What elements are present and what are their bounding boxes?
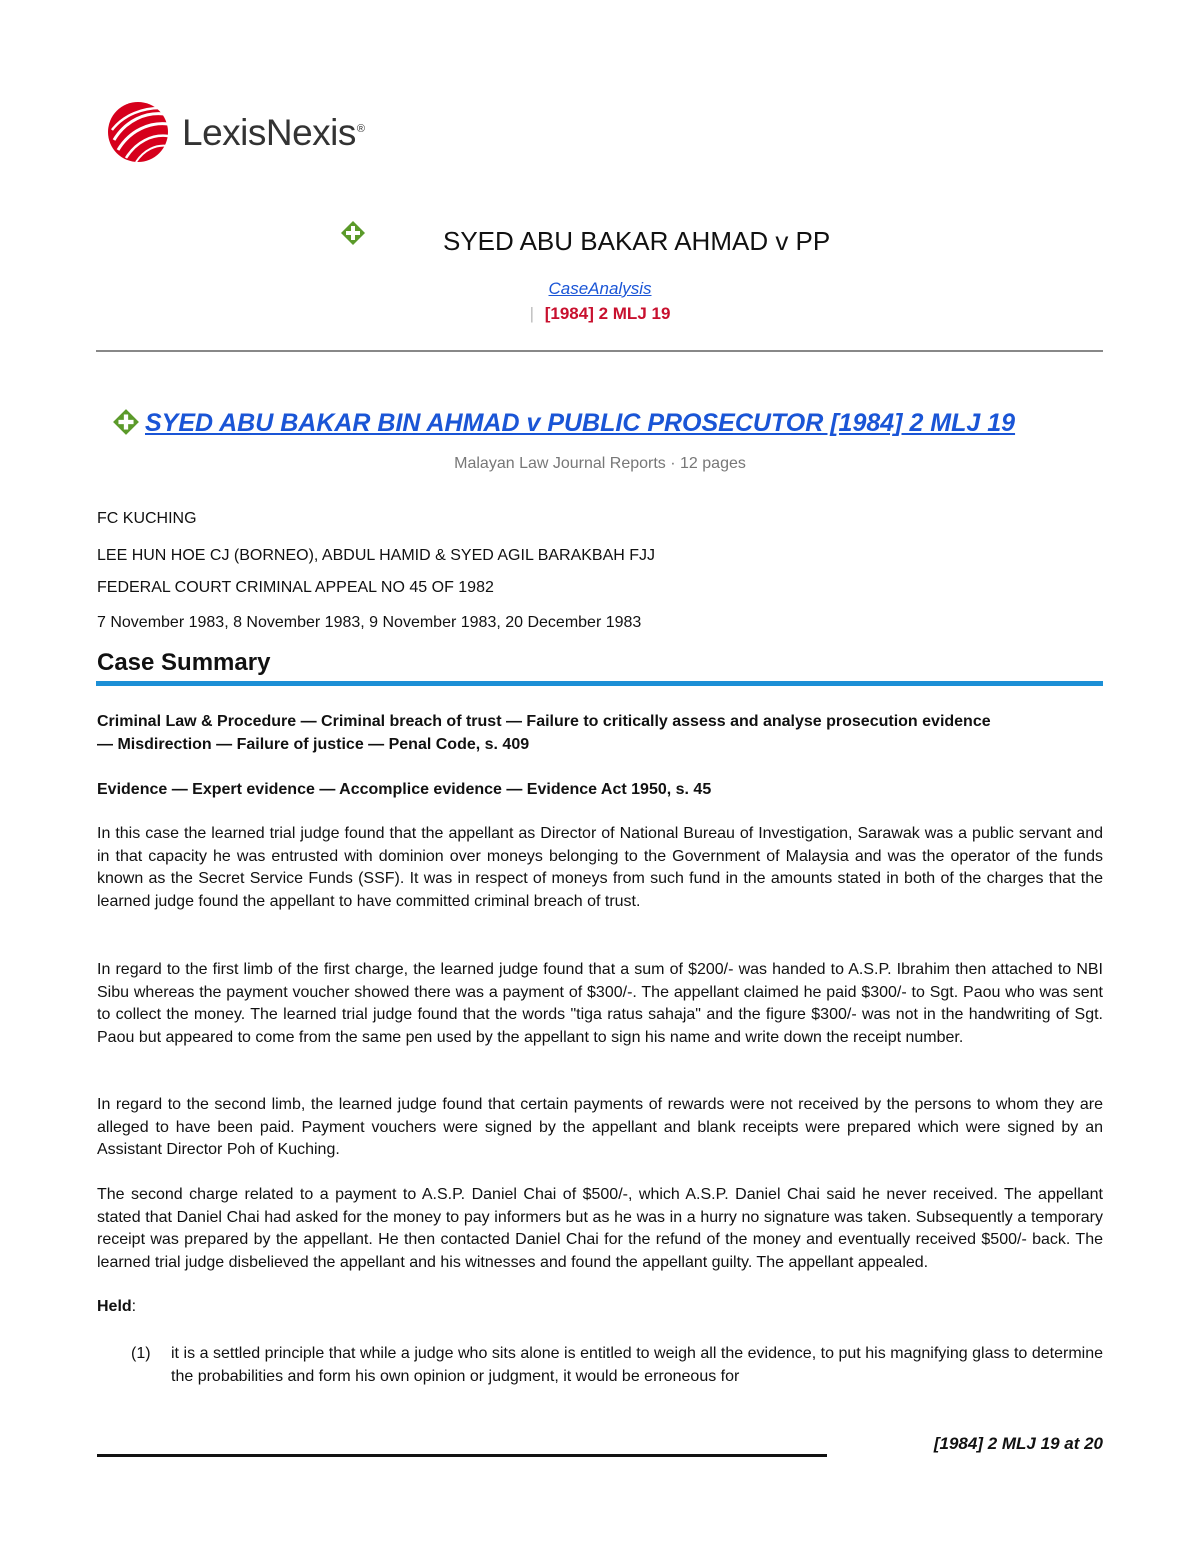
appeal-number: FEDERAL COURT CRIMINAL APPEAL NO 45 OF 1982 bbox=[97, 579, 494, 596]
section-rule bbox=[96, 681, 1103, 686]
catchwords-criminal: Criminal Law & Procedure — Criminal breach of trust — Failure to critically assess and analyse prosecution evidence — Misdirection — Failure of justice — Penal Code, s. 409 bbox=[97, 713, 991, 753]
page-citation: [1984] 2 MLJ 19 at 20 bbox=[933, 1434, 1103, 1453]
held-label: Held: bbox=[97, 1298, 137, 1315]
section-heading: Case Summary bbox=[97, 649, 271, 676]
summary-paragraph: In regard to the second limb, the learned judge found that certain payments of rewards were not received by the persons to whom they are alleged to have been paid. Payment vouchers were signed by the appellant and blank receipts were prepared which were signed by an Assistant Director Poh of Kuching. bbox=[97, 1096, 1103, 1158]
header-divider bbox=[96, 350, 1103, 352]
citation-separator: | bbox=[529, 304, 534, 323]
case-title-link[interactable]: SYED ABU BAKAR BIN AHMAD v PUBLIC PROSECUTOR [1984] 2 MLJ 19 bbox=[145, 409, 1016, 437]
summary-paragraph: In regard to the first limb of the first charge, the learned judge found that a sum of $200/- was handed to A.S.P. Ibrahim then attached to NBI Sibu whereas the payment voucher showed there was a payment of $300/-. The appellant claimed he paid $300/- to Sgt. Paou who was sent to collect the money. The learned trial judge found that the words "tiga ratus sahaja" and the figure $300/- was not in the handwriting of Sgt. Paou but appeared to come from the same pen used by the appellant to sign his name and write down the receipt number. bbox=[97, 961, 1103, 1046]
held-item-text: it is a settled principle that while a judge who sits alone is entitled to weigh all the evidence, to put his magnifying glass to determine the probabilities and form his own opinion or judgment, it would be erroneous for bbox=[171, 1345, 1103, 1385]
held-item-number: (1) bbox=[131, 1345, 151, 1362]
summary-paragraph: In this case the learned trial judge found that the appellant as Director of National Bureau of Investigation, Sarawak was a public servant and in that capacity he was entrusted with dominion over moneys belonging to the Government of Malaysia and was the operator of the funds known as the Secret Service Funds (SSF). It was in respect of moneys from such fund in the amounts stated in both of the charges that the learned judge found the appellant to have committed criminal breach of trust. bbox=[97, 825, 1103, 910]
green-plus-diamond-icon bbox=[112, 408, 140, 436]
document-title: SYED ABU BAKAR AHMAD v PP bbox=[443, 226, 831, 256]
catchwords-evidence: Evidence — Expert evidence — Accomplice evidence — Evidence Act 1950, s. 45 bbox=[97, 781, 712, 798]
court: FC KUCHING bbox=[97, 510, 197, 527]
lexisnexis-wordmark: LexisNexis® bbox=[182, 112, 365, 153]
summary-paragraph: The second charge related to a payment to A.S.P. Daniel Chai of $500/-, which A.S.P. Daniel Chai said he never received. The appellant stated that Daniel Chai had asked for the money to pay informers but as he was in a hurry no signature was taken. Subsequently a temporary receipt was prepared by the appellant. He then contacted Daniel Chai for the refund of the money and eventually received $500/- back. The learned trial judge disbelieved the appellant and his witnesses and found the appellant guilty. The appellant appealed. bbox=[97, 1186, 1103, 1271]
citation: [1984] 2 MLJ 19 bbox=[544, 304, 671, 323]
case-analysis-link[interactable]: CaseAnalysis bbox=[548, 279, 652, 298]
reporter-info: Malayan Law Journal Reports · 12 pages bbox=[454, 455, 746, 472]
lexisnexis-logo bbox=[106, 100, 386, 170]
hearing-dates: 7 November 1983, 8 November 1983, 9 November 1983, 20 December 1983 bbox=[97, 614, 642, 631]
judges: LEE HUN HOE CJ (BORNEO), ABDUL HAMID & SYED AGIL BARAKBAH FJJ bbox=[97, 547, 656, 564]
lexisnexis-globe-icon bbox=[106, 100, 170, 164]
footer-rule bbox=[97, 1454, 827, 1457]
document-title-row bbox=[340, 220, 940, 260]
citation-row bbox=[0, 304, 1200, 324]
green-plus-diamond-icon bbox=[340, 220, 366, 246]
case-heading bbox=[112, 408, 1112, 448]
